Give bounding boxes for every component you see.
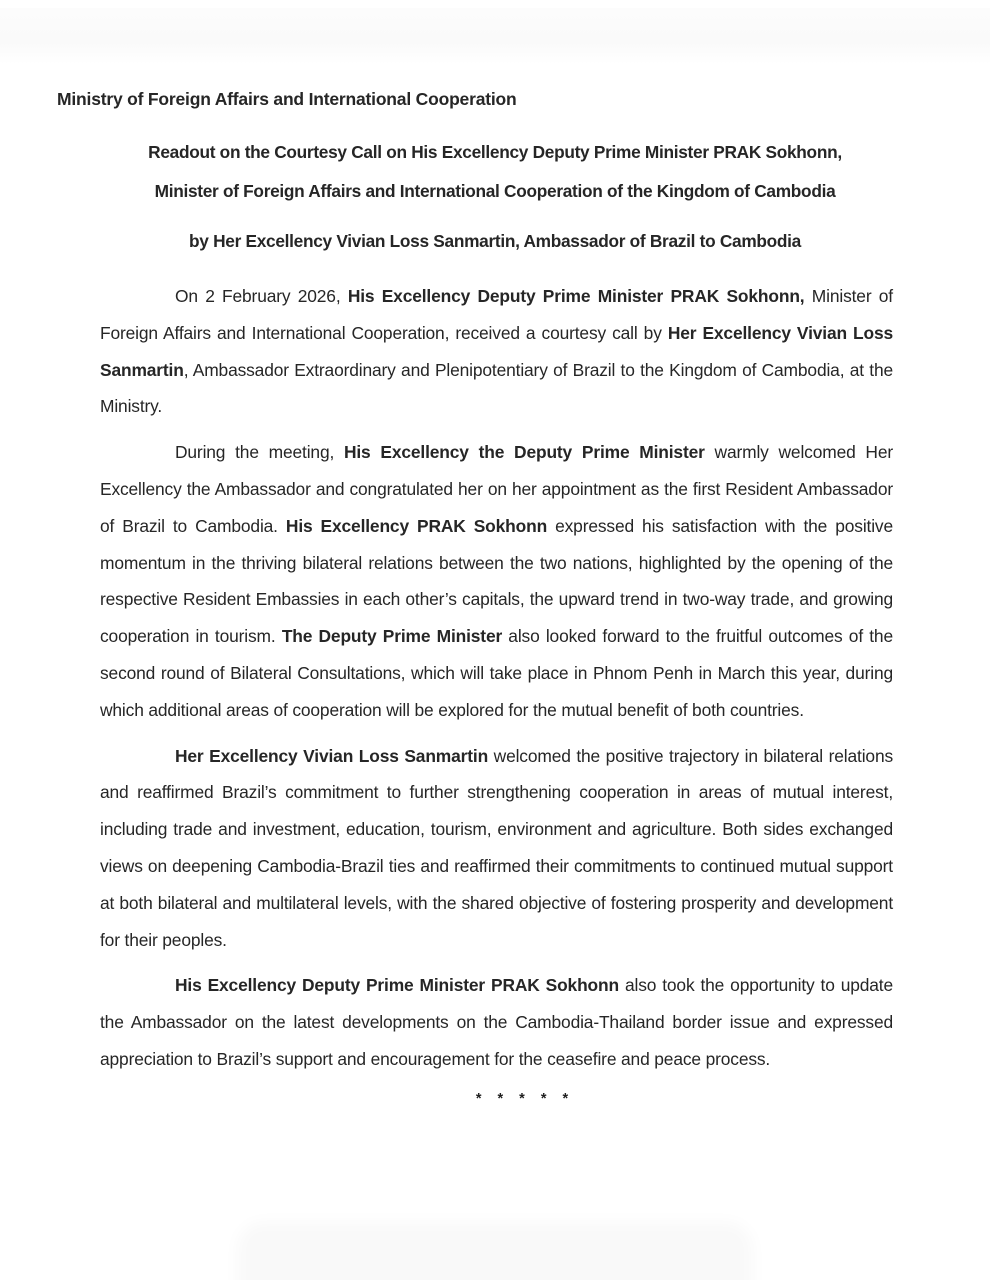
text-run-bold: His Excellency Deputy Prime Minister PRAK Sokhonn [175,975,619,996]
text-run: welcomed the positive trajectory in bilateral relations and reaffirmed Brazil’s commitment to further strengthening cooperation in areas of mutual interest, including trade and investment, education, tourism, environment and agriculture. Both sides exchanged views on deepening Cambodia-Brazil ties and reaffirmed their commitments to continued mutual support at both bilateral and multilateral levels, with the shared objective of fostering prosperity and development for their peoples. [100,745,894,950]
document-title [57,133,933,261]
text-run: warmly welcomed Her Excellency the Ambassador and congratulated her on her appointment as the first Resident Ambassador of Brazil to Cambodia. [100,442,893,536]
paragraph [100,967,893,1077]
title-line-1: Readout on the Courtesy Call on His Excellency Deputy Prime Minister PRAK Sokhonn, [148,142,842,162]
text-run-bold: Her Excellency Vivian Loss Sanmartin [175,745,489,766]
text-run-bold: His Excellency Deputy Prime Minister PRAK Sokhonn, [347,286,805,306]
text-run-bold: The Deputy Prime Minister [281,626,503,647]
ministry-name: Ministry of Foreign Affairs and International Cooperation [57,89,517,109]
text-run-bold: His Excellency the Deputy Prime Minister [343,442,705,463]
scan-shading-bottom [255,1240,735,1280]
text-run-bold: His Excellency PRAK Sokhonn [285,515,548,536]
title-line-2: Minister of Foreign Affairs and International Cooperation of the Kingdom of Cambodia [154,181,836,201]
text-run: Minister of Foreign Affairs and International Cooperation, received a courtesy call by [100,286,893,343]
title-byline: by Her Excellency Vivian Loss Sanmartin, Ambassador of Brazil to Cambodia [189,231,801,251]
paragraph [100,738,893,959]
text-run: expressed his satisfaction with the positive momentum in the thriving bilateral relations between the two nations, highlighted by the opening of the respective Resident Embassies in each other’s capitals, the upward trend in two-way trade, and growing cooperation in tourism. [100,515,893,647]
text-run: also took the opportunity to update the Ambassador on the latest developments on the Cambodia-Thailand border issue and expressed appreciation to Brazil’s support and encouragement for the ceasefire and peace process. [100,975,894,1069]
end-mark: * * * * * [475,1090,575,1107]
text-run: On 2 February 2026, [175,286,348,306]
text-run: During the meeting, [175,442,344,463]
text-run: , Ambassador Extraordinary and Plenipotentiary of Brazil to the Kingdom of Cambodia, at the Ministry. [100,359,893,417]
text-run-bold: Her Excellency Vivian Loss Sanmartin [100,322,894,380]
text-run: also looked forward to the fruitful outcomes of the second round of Bilateral Consultations, which will take place in Phnom Penh in March this year, during which additional areas of cooperation will be explored for the mutual benefit of both countries. [100,626,893,720]
paragraph [100,278,893,425]
paragraph [100,434,893,728]
document-body [100,278,893,1078]
